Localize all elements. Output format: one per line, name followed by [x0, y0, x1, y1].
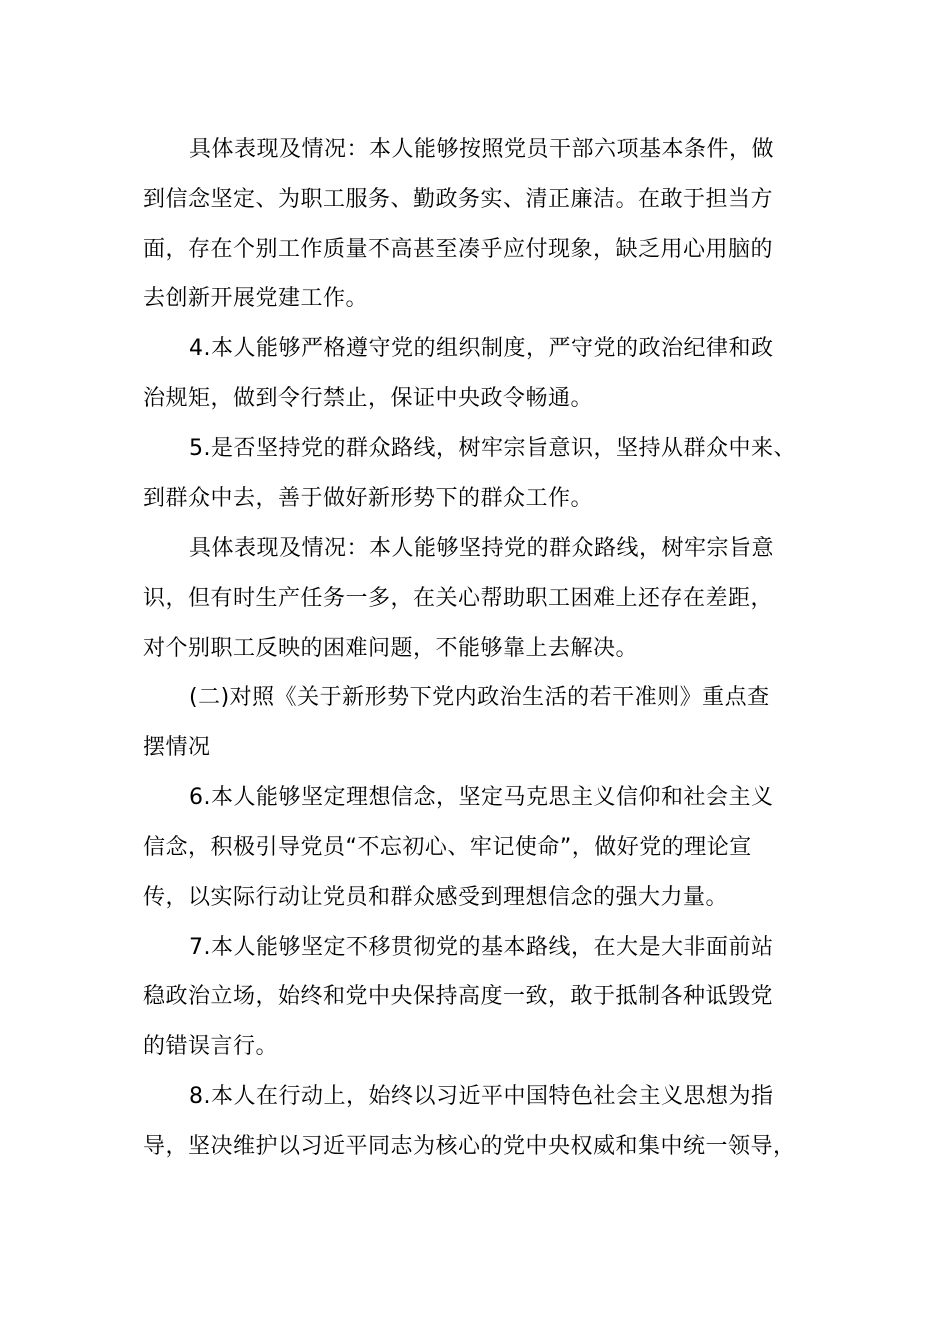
text-line: 7.本人能够坚定不移贯彻党的基本路线，在大是大非面前站: [189, 935, 774, 960]
text-line: 导，坚决维护以习近平同志为核心的党中央权威和集中统一领导，: [143, 1134, 796, 1159]
text-line: 具体表现及情况：本人能够坚持党的群众路线，树牢宗旨意: [189, 536, 775, 561]
text-line: 具体表现及情况：本人能够按照党员干部六项基本条件，做: [189, 137, 775, 162]
text-line: 去创新开展党建工作。: [143, 286, 369, 311]
text-line: 6.本人能够坚定理想信念，坚定马克思主义信仰和社会主义: [189, 785, 774, 810]
text-line: 识，但有时生产任务一多，在关心帮助职工困难上还存在差距，: [143, 586, 774, 611]
text-line: 4.本人能够严格遵守党的组织制度，严守党的政治纪律和政: [189, 336, 774, 361]
text-line: 面，存在个别工作质量不高甚至凑乎应付现象，缺乏用心用脑的: [143, 237, 774, 262]
text-line: 5.是否坚持党的群众路线，树牢宗旨意识，坚持从群众中来、: [189, 436, 796, 461]
text-line: 8.本人在行动上，始终以习近平中国特色社会主义思想为指: [189, 1084, 774, 1109]
text-line: 摆情况: [143, 735, 211, 760]
text-line: 到信念坚定、为职工服务、勤政务实、清正廉洁。在敢于担当方: [143, 187, 774, 212]
text-line: 到群众中去，善于做好新形势下的群众工作。: [143, 486, 594, 511]
text-line: (二)对照《关于新形势下党内政治生活的若干准则》重点查: [189, 685, 770, 710]
text-line: 的错误言行。: [143, 1034, 279, 1059]
text-line: 传，以实际行动让党员和群众感受到理想信念的强大力量。: [143, 885, 729, 910]
text-line: 对个别职工反映的困难问题，不能够靠上去解决。: [143, 636, 639, 661]
text-line: 治规矩，做到令行禁止，保证中央政令畅通。: [143, 386, 594, 411]
text-line: 稳政治立场，始终和党中央保持高度一致，敢于抵制各种诋毁党: [143, 984, 774, 1009]
text-line: 信念，积极引导党员“不忘初心、牢记使命”，做好党的理论宣: [143, 835, 752, 860]
